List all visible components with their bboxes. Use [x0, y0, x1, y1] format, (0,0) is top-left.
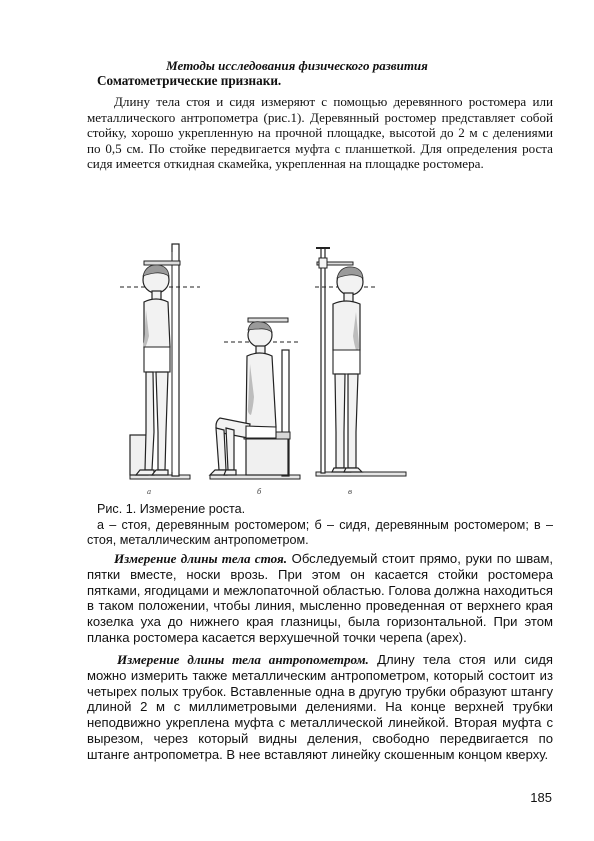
paragraph-standing-height-text: Обследуемый стоит прямо, руки по швам, пятки вместе, носки врозь. При этом он касается стойки ростомера пятками, ягодицами и межлопаточной областью. Голова должна находиться в таком положении, чтобы линия, мысленно проведенная от верхнего края козелка уха до нижнего края глазницы, была горизонтальной. При этом планка ростомера касается верхушечной точки черепа (apex).	[87, 551, 553, 645]
figure-caption-title: Рис. 1. Измерение роста.	[97, 502, 246, 516]
paragraph-standing-height	[87, 551, 553, 646]
figure-height-measurement	[120, 232, 450, 500]
paragraph-standing-height-lead: Измерение длины тела стоя.	[114, 551, 288, 566]
figure-b-sitting-wooden	[210, 318, 300, 496]
paragraph-anthropometer	[87, 652, 553, 763]
paragraph-intro: Длину тела стоя и сидя измеряют с помощью деревянного ростомера или металлического антропометра (рис.1). Деревянный ростомер представляет собой стойку, хорошо укрепленную на прочной площадке, высотой до 2 м с делениями по 0,5 см. По стойке передвигается муфта с планшеткой. Для определения роста сидя имеется откидная скамейка, укрепленная на площадке ростомера.	[87, 94, 553, 172]
figure-letter-c: в	[348, 488, 353, 496]
subsection-heading: Соматометрические признаки.	[97, 73, 282, 88]
height-measurement-illustration	[120, 232, 450, 500]
paragraph-anthropometer-text: Длину тела стоя или сидя можно измерить также металлическим антропометром, который состоит из четырех полых трубок. Вставленные одна в другую трубки образуют штангу длиной 2 м с миллиметровыми делениями. На конце верхней трубки неподвижно укреплена муфта с металлической линейкой. Вторая муфта с вырезом, через который видны деления, свободно передвигается по штанге антропометра. В нее вставляют линейку скошенным концом кверху.	[87, 652, 553, 762]
figure-caption-text: а – стоя, деревянным ростомером; б – сидя, деревянным ростомером; в – стоя, металлическим антропометром.	[87, 518, 553, 548]
page-number: 185	[530, 790, 552, 805]
figure-letter-b: б	[257, 488, 262, 496]
section-heading: Методы исследования физического развития	[166, 58, 428, 73]
figure-letter-a: а	[147, 488, 152, 496]
figure-a-standing-wooden	[120, 244, 200, 496]
figure-c-standing-anthropometer	[315, 248, 406, 496]
paragraph-anthropometer-lead: Измерение длины тела антропометром.	[117, 652, 369, 667]
